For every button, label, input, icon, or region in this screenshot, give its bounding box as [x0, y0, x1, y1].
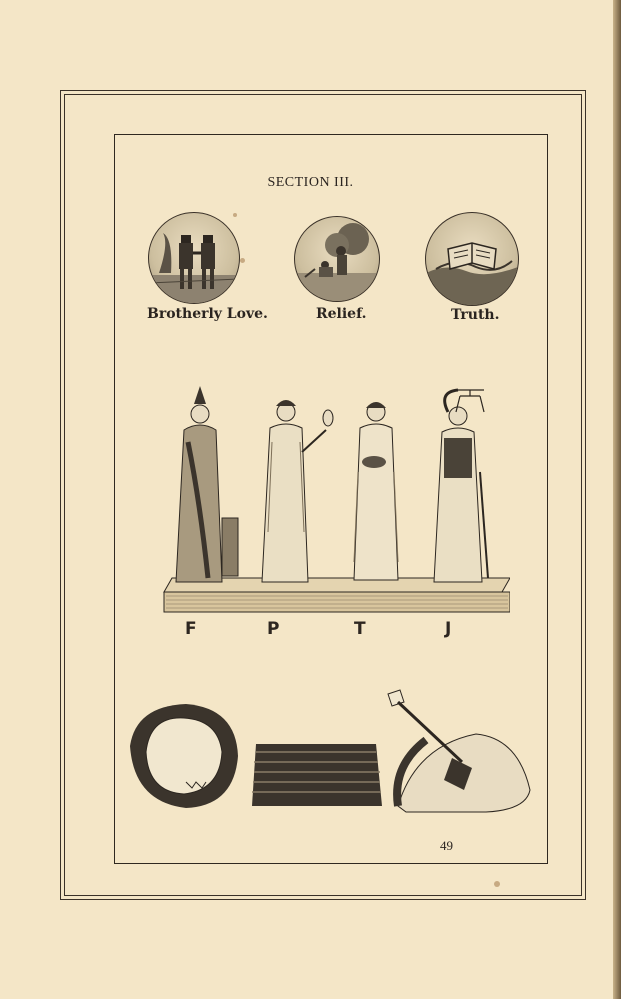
medallion-caption-brotherly-love: Brotherly Love. — [147, 306, 268, 322]
four-virtues-illustration — [158, 382, 510, 614]
open-book-icon — [425, 212, 519, 306]
spade-and-mound-icon — [388, 690, 530, 812]
foxing-spot — [233, 213, 237, 217]
foxing-spot — [240, 258, 245, 263]
relief-scene-icon — [294, 216, 380, 302]
virtue-letter-t: T — [354, 619, 366, 639]
medallion-caption-relief: Relief. — [316, 306, 367, 322]
virtue-letter-j: J — [445, 619, 452, 639]
page-edge — [613, 0, 621, 999]
rough-ashlar-icon — [130, 704, 238, 808]
medallion-caption-truth: Truth. — [451, 307, 500, 323]
virtue-letter-f: F — [185, 619, 197, 639]
foxing-spot — [494, 881, 500, 887]
stacked-stone-icon — [252, 744, 382, 806]
section-title: SECTION III. — [267, 175, 354, 190]
working-tools-illustration — [126, 686, 536, 820]
page-number: 49 — [440, 838, 453, 853]
handshake-scene-icon — [148, 212, 240, 304]
virtue-letter-p: P — [267, 619, 280, 639]
